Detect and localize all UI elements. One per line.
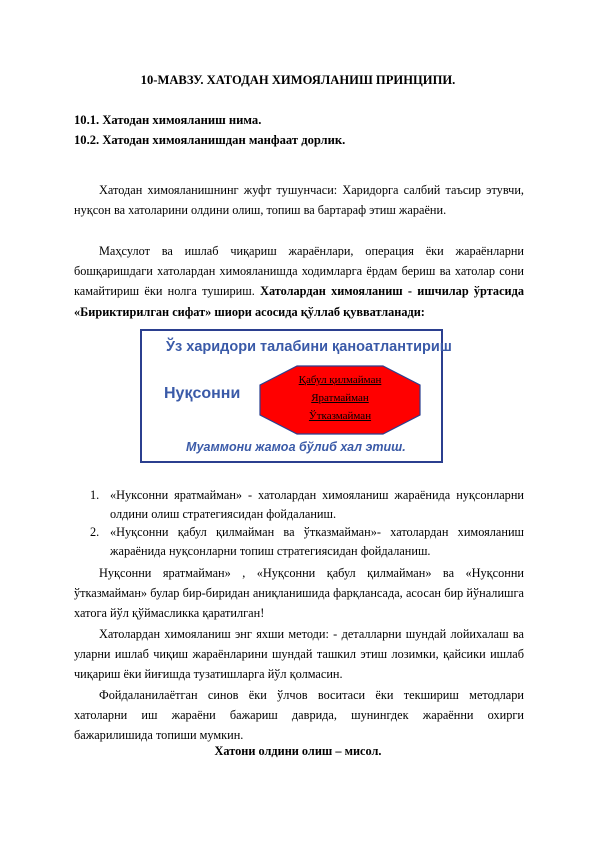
numbered-list [90, 486, 524, 560]
paragraph-2-bold: Хатолардан химояланиш - ишчилар ўртасида «Бириктирилган сифат» шиори асосида қўллаб қувватланади: [74, 284, 524, 319]
paragraph-3-text: Нуқсонни яратмайман» , «Нуқсонни қабул қилмайман» ва «Нуқсонни ўтказмайман» булар бир-биридан аниқланишида фарқлансада, асосан бир йўналишга хатога йўл қўймасликка қаратилган! [74, 566, 524, 621]
subtitle-2: 10.2. Хатодан химояланишдан манфаат дорлик. [74, 133, 346, 147]
paragraph-4-text: Хатолардан химояланиш энг яхши методи: - деталларни шундай лойихалаш ва уларни ишлаб чиқиш жараёнларини шундай ташкил этиш лозимки, қайсики ишлаб чиқариш ёки йиғишда тузатишларга йўл қолмасин. [74, 627, 524, 682]
list-item [90, 523, 524, 560]
page-title: 10-МАВЗУ. ХАТОДАН ХИМОЯЛАНИШ ПРИНЦИПИ. [140, 73, 456, 87]
subtitle-1: 10.1. Хатодан химояланиш нима. [74, 113, 262, 127]
list-item-text: «Нуқсонни қабул қилмайман ва ўтказмайман»- хатолардан химояланиш жараёнида нуқсонларни топиш стратегиясидан фойдаланиш. [110, 525, 524, 558]
diagram-bottom-label: Муаммони жамоа бўлиб хал этиш. [186, 440, 406, 454]
section-heading: Хатони олдини олиш – мисол. [214, 744, 382, 758]
paragraph-5 [74, 685, 524, 746]
paragraph-2 [74, 241, 524, 322]
diagram-left-label: Нуқсонни [164, 385, 241, 402]
principle-diagram [140, 329, 452, 463]
paragraph-1 [74, 180, 524, 220]
paragraph-4 [74, 624, 524, 685]
list-item [90, 486, 524, 523]
paragraph-3 [74, 563, 524, 624]
diagram-top-label: Ўз харидори талабини қаноатлантириш [166, 339, 452, 355]
list-item-number: 1. [90, 488, 100, 502]
diagram-center-line-2: Яратмайман [311, 392, 369, 404]
list-item-number: 2. [90, 525, 100, 539]
paragraph-1-text: Хатодан химояланишнинг жуфт тушунчаси: Харидорга салбий таъсир этувчи, нуқсон ва хатоларини олдини олиш, топиш ва бартараф этиш жараёни. [74, 183, 524, 218]
diagram-center-line-3: Ўтказмайман [308, 410, 372, 422]
paragraph-5-text: Фойдаланилаётган синов ёки ўлчов воситаси ёки текшириш методлари хатоларни иш жараёни бажариш даврида, шунингдек жараённи охирги бажарилишида топиши мумкин. [74, 688, 524, 743]
diagram-center-line-1: Қабул қилмайман [298, 374, 382, 386]
list-item-text: «Нуксонни яратмайман» - хатолардан химояланиш жараёнида нуқсонларни олдини олиш стратегиясидан фойдаланиш. [110, 488, 524, 521]
paragraph-2-text: Маҳсулот ва ишлаб чиқариш жараёнлари, операция ёки жараёнларни бошқаришдаги хатолардан химояланишда ходимларга ёрдам бериш ва хатолар сони камайтириш ёки нолга тушириш. [74, 244, 524, 299]
